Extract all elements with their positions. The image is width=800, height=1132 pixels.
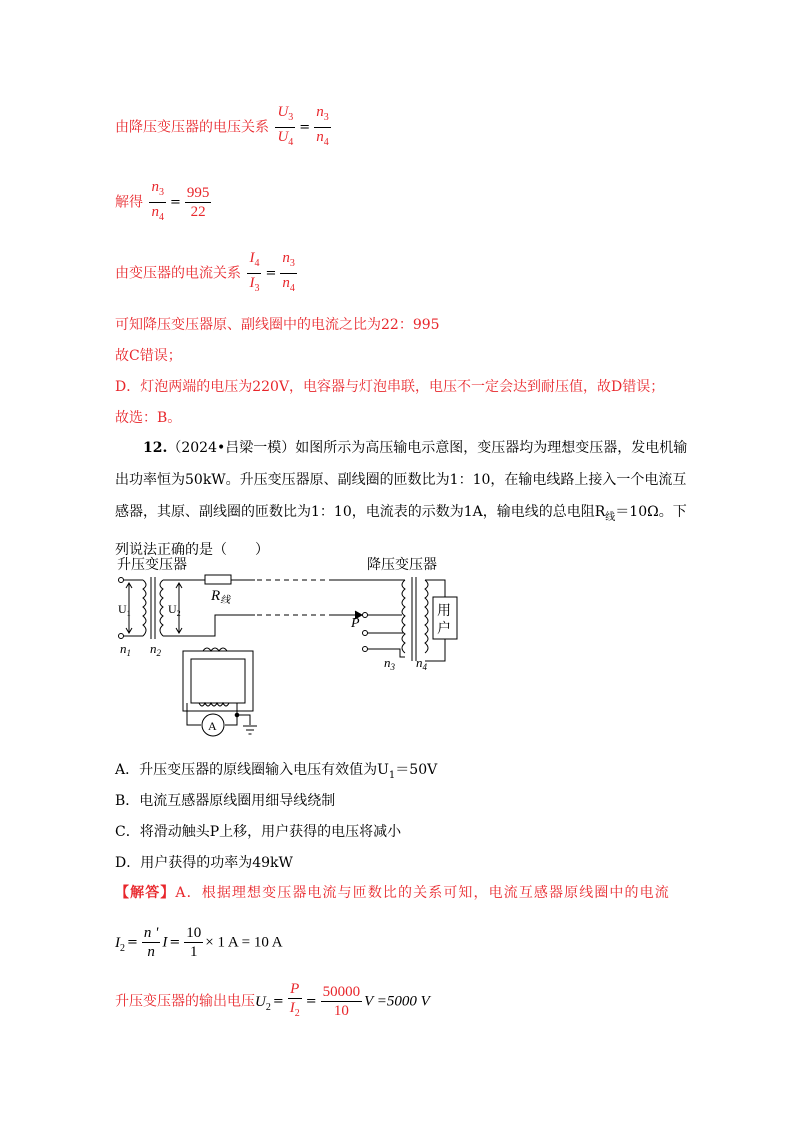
fraction-p-i2: $\frac{P}{I_2}$ <box>289 981 300 1019</box>
solve-line: 解得 $\frac{n_3}{n_4}$ = $\frac{995}{22}$ <box>115 178 213 227</box>
question-line-4: 列说法正确的是（ ） <box>115 541 269 558</box>
terminal-top-left <box>119 578 124 583</box>
d-explanation-line: D．灯泡两端的电压为220V，电容器与灯泡串联，电压不一定会达到耐压值，故D错误； <box>115 379 665 395</box>
user-label-1: 用 <box>437 604 451 619</box>
current-relation-text: 由变压器的电流关系 <box>115 265 241 282</box>
voltage-relation-line: 由降压变压器的电压关系 $\frac{U_3}{U_4}$ = $\frac{n_3}{n_4}$ <box>115 103 333 152</box>
current-relation-line: 由变压器的电流关系 $\frac{I_4}{I_3}$ = $\frac{n_3}{n_4}$ <box>115 249 299 298</box>
fraction-n-prime-n: $\frac{n '}{n}$ <box>143 925 159 960</box>
option-d: D．用户获得的功率为49kW <box>115 855 293 871</box>
fraction-n3-n4: $\frac{n_3}{n_4}$ <box>316 104 329 148</box>
answer-text: A．根据理想变压器电流与匝数比的关系可知，电流互感器原线圈中的电流 <box>175 885 670 901</box>
option-c: C．将滑动触头P上移，用户获得的电压将减小 <box>115 824 402 840</box>
voltage-relation-text: 由降压变压器的电压关系 <box>115 119 269 136</box>
step-down-label: 降压变压器 <box>367 558 437 573</box>
current-transformer-core-outer <box>183 651 253 711</box>
step-up-label: 升压变压器 <box>117 558 187 573</box>
fraction-995-22: $\frac{995}{22}$ <box>186 185 210 220</box>
fraction-n3-n4-current: $\frac{n_3}{n_4}$ <box>282 250 295 294</box>
step-down-primary-n3 <box>402 580 405 653</box>
ammeter-label: A <box>208 719 217 733</box>
u2-label: $U_2$ <box>168 602 181 618</box>
secondary-coil-n2 <box>160 580 163 636</box>
output-voltage-text: 升压变压器的输出电压 <box>115 993 255 1010</box>
ground-symbol <box>243 726 257 734</box>
u1-label: $U_1$ <box>118 602 131 618</box>
question-line-1: （2024•吕梁一模）如图所示为高压输电示意图，变压器均为理想变压器，发电机输 <box>167 440 688 456</box>
fraction-n3-n4-solved: $\frac{n_3}{n_4}$ <box>151 179 164 223</box>
slider-p-label: P <box>351 616 360 631</box>
current-transformer-core-inner <box>191 659 245 703</box>
solve-label: 解得 <box>115 194 143 211</box>
line-resistor <box>205 575 231 584</box>
option-a: A．升压变压器的原线圈输入电压有效值为$U_1=50V$ <box>115 762 438 781</box>
question-line-2: 出功率恒为50kW。升压变压器原、副线圈的匝数比为1：10，在输电线路上接入一个电流互 <box>115 472 687 488</box>
n2-label: $n_2$ <box>150 641 161 658</box>
circuit-svg <box>115 555 460 755</box>
answer-tag: 【解答】 <box>115 885 176 901</box>
n4-label: $n_4$ <box>416 655 427 672</box>
primary-coil-n1 <box>143 580 146 636</box>
fraction-10-1: $\frac{10}{1}$ <box>186 925 202 960</box>
question-12 <box>115 432 710 566</box>
terminal-bottom-left <box>119 634 124 639</box>
fraction-50000-10: $\frac{50000}{10}$ <box>322 984 361 1019</box>
question-line-3: 感器，其原、副线圈的匝数比为1：10，电流表的示数为1A，输电线的总电阻$R_线=10\Omega$。下 <box>115 504 687 523</box>
c-wrong-line: 故C错误； <box>115 348 182 364</box>
r-line-label: $R_线$ <box>211 588 231 606</box>
n1-label: $n_1$ <box>120 641 131 658</box>
fraction-u3-u4: $\frac{U_3}{U_4}$ <box>277 104 294 148</box>
high-voltage-transmission-diagram <box>115 555 460 759</box>
fraction-i4-i3: $\frac{I_4}{I_3}$ <box>249 250 260 294</box>
option-b: B．电流互感器原线圈用细导线绕制 <box>115 793 336 809</box>
step-down-core <box>412 577 416 661</box>
answer-line <box>115 883 670 903</box>
question-number: 12. <box>143 440 168 456</box>
choice-line: 故选：B。 <box>115 410 182 426</box>
step-up-core <box>151 577 155 639</box>
answer-equation-2: 升压变压器的输出电压$U_2$ = $\frac{P}{I_2}$ = $\frac{50000}{10}$ V =5000 V <box>115 980 430 1023</box>
answer-equation-1: $I_2$ = $\frac{n '}{n}$ I = $\frac{10}{1}$ × 1 A = 10 A <box>115 925 283 960</box>
n3-label: $n_3$ <box>384 655 395 672</box>
current-ratio-conclusion: 可知降压变压器原、副线圈中的电流之比为22：995 <box>115 317 440 333</box>
user-label-2: 户 <box>437 622 451 637</box>
